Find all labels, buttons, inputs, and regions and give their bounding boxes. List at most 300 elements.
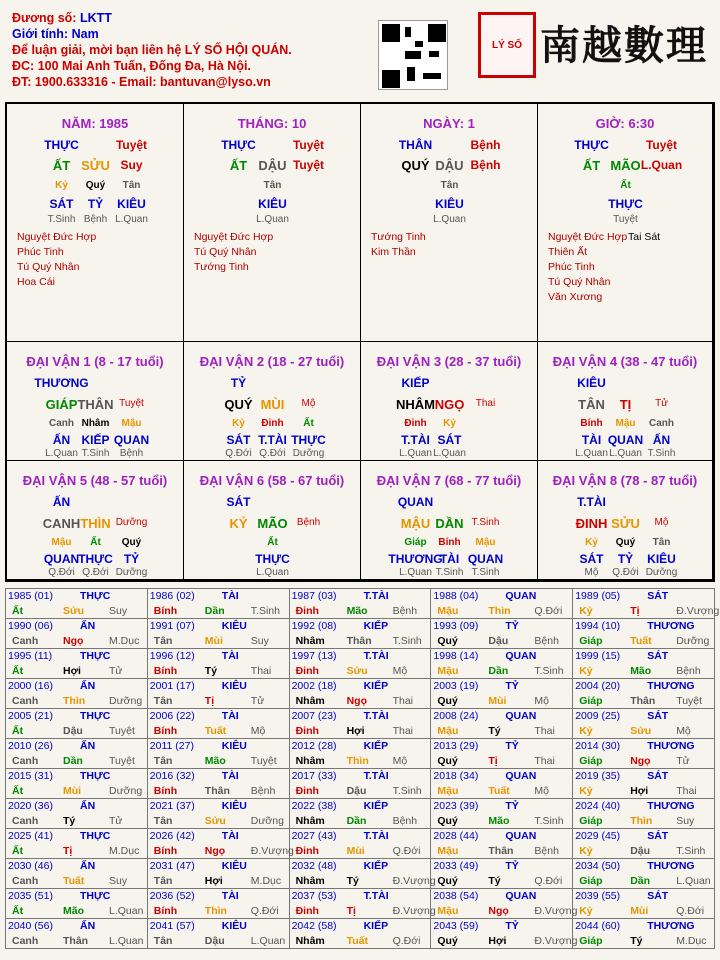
heaven-stem: Đinh: [295, 785, 319, 797]
year-label: 2034 (50): [575, 860, 621, 872]
heaven-stem: ẤT: [582, 158, 601, 173]
year-label: 2006 (22): [149, 710, 195, 722]
earth-branch: DẬU: [258, 158, 287, 173]
year-label: 2028 (44): [433, 830, 479, 842]
heaven-stem: Giáp: [579, 695, 603, 707]
seal-stamp: [478, 12, 536, 78]
ten-god-label: KIẾP: [363, 800, 389, 812]
ten-god-label: QUAN: [505, 650, 537, 662]
hidden-stem: Đinh: [404, 418, 427, 429]
year-label: 2044 (60): [575, 920, 621, 932]
year-cell: [573, 739, 715, 769]
heaven-stem: Giáp: [579, 635, 603, 647]
hidden-stem: THỰC: [291, 433, 326, 447]
heaven-stem: Kỷ: [579, 665, 593, 677]
hidden-stem: L.Quan: [256, 567, 289, 578]
hidden-stem: Dưỡng: [292, 448, 325, 459]
earth-branch: Hợi: [63, 665, 81, 677]
heaven-stem: Bính: [153, 905, 178, 917]
year-label: 2002 (18): [291, 680, 337, 692]
earth-branch: Mão: [63, 905, 84, 917]
earth-branch: Sửu: [630, 725, 652, 737]
luck-pillar-title: ĐẠI VẬN 4 (38 - 47 tuổi): [552, 354, 698, 369]
stage-label: Bệnh: [470, 158, 501, 172]
year-cell: [289, 889, 436, 919]
ten-god-label: QUAN: [505, 830, 537, 842]
ten-god-label: TỶ: [505, 800, 519, 812]
stage-label: Tuyệt: [109, 755, 135, 767]
stage-label: T.Sinh: [392, 635, 422, 647]
ten-god-label: QUAN: [505, 710, 537, 722]
year-cell: [573, 709, 715, 739]
earth-branch: Thân: [488, 845, 514, 857]
hidden-stem: THỰC: [255, 552, 290, 566]
hidden-stem: Quý: [85, 180, 106, 191]
stage-label: T.Sinh: [250, 605, 280, 617]
address: ĐC: 100 Mai Anh Tuấn, Đống Đa, Hà Nội.: [12, 59, 251, 73]
stage-label: Dưỡng: [676, 635, 710, 647]
ten-god-label: T.TÀI: [363, 770, 389, 782]
qr-code-icon: [378, 20, 448, 90]
stage-label: Suy: [109, 605, 128, 617]
hidden-stem: L.Quan: [45, 448, 78, 459]
year-label: 1991 (07): [149, 620, 195, 632]
luck-pillar-cell: [538, 342, 713, 461]
year-label: 2027 (43): [291, 830, 337, 842]
hidden-stem: TỶ: [87, 197, 104, 211]
earth-branch: Hợi: [488, 935, 507, 947]
hidden-stem: THỰC: [78, 552, 113, 566]
year-label: 1988 (04): [433, 590, 479, 602]
hidden-stem: Ất: [620, 180, 631, 191]
ten-god-label: TÀI: [221, 710, 239, 722]
stage-label: Tuyệt: [119, 398, 144, 409]
heaven-stem: Giáp: [579, 935, 603, 947]
hidden-stem: QUAN: [467, 552, 504, 566]
ten-god-label: T.TÀI: [363, 590, 389, 602]
heaven-stem: Canh: [12, 695, 39, 707]
stage-label: Tuyệt: [250, 755, 277, 767]
earth-branch: Thân: [346, 635, 372, 647]
stage-label: Mộ: [392, 665, 408, 677]
year-label: 2037 (53): [291, 890, 337, 902]
earth-branch: MÃO: [610, 158, 641, 173]
table-row: [6, 709, 715, 739]
hidden-stem: T.Sinh: [47, 214, 76, 225]
earth-branch: Mão: [204, 755, 226, 767]
ten-god-label: THƯƠNG: [647, 860, 695, 872]
hidden-stem: L.Quan: [609, 448, 642, 459]
hidden-stem: L.Quan: [433, 214, 466, 225]
hidden-stem: Tuyệt: [613, 214, 638, 225]
table-row: [6, 919, 715, 949]
ten-god-label: KIÊU: [577, 376, 606, 390]
year-label: 2000 (16): [8, 680, 53, 692]
stage-label: Mộ: [534, 785, 549, 797]
year-cell: [431, 889, 578, 919]
year-label: 2014 (30): [575, 740, 621, 752]
hidden-stem: QUAN: [113, 433, 150, 447]
earth-branch: Mùi: [63, 785, 82, 797]
chart-grid: [5, 102, 715, 582]
ten-god-label: Tuyệt: [292, 138, 325, 152]
stage-label: Q.Đới: [676, 905, 705, 917]
heaven-stem: Kỷ: [579, 905, 593, 917]
heaven-stem: Nhâm: [295, 635, 325, 647]
ten-god-label: THỰC: [221, 138, 256, 152]
stage-label: Đ.Vượng: [392, 905, 436, 917]
stage-label: Tử: [109, 665, 123, 677]
ten-god-label: THƯƠNG: [647, 620, 695, 632]
earth-branch: Dần: [346, 815, 367, 827]
year-cell: [6, 799, 148, 829]
stage-label: M.Dục: [250, 875, 282, 887]
hidden-stem: Mộ: [584, 567, 599, 578]
table-row: [6, 739, 715, 769]
year-cell: [147, 889, 289, 919]
year-cell: [289, 829, 431, 859]
stage-label: Suy: [250, 635, 269, 647]
heaven-stem: Kỷ: [579, 605, 593, 617]
stage-label: Bệnh: [676, 665, 701, 677]
heaven-stem: Quý: [437, 635, 458, 647]
hidden-stem: Bệnh: [119, 448, 144, 459]
year-cell: [431, 679, 573, 709]
table-row: [6, 649, 715, 679]
ten-god-label: ẤN: [80, 680, 96, 692]
earth-branch: Tuất: [346, 935, 368, 947]
stage-label: Thai: [392, 695, 414, 707]
heaven-stem: Tân: [153, 755, 173, 767]
year-label: 2026 (42): [149, 830, 195, 842]
year-cell: [431, 829, 573, 859]
earth-branch: Tị: [346, 905, 356, 917]
year-cell: [6, 889, 148, 919]
year-cell: [431, 739, 573, 769]
earth-branch: Thân: [63, 935, 89, 947]
stage-label: Suy: [109, 875, 128, 887]
earth-branch: Hợi: [204, 875, 223, 887]
year-cell: [289, 859, 436, 889]
stage-label: L.Quan: [676, 875, 711, 887]
heaven-stem: Quý: [437, 755, 458, 767]
heaven-stem: Bính: [153, 605, 178, 617]
ten-god-label: T.TÀI: [577, 495, 606, 509]
hidden-stem: Q.Đới: [259, 448, 286, 459]
heaven-stem: Tân: [153, 635, 173, 647]
ten-god-label: SÁT: [226, 495, 251, 509]
year-label: 2036 (52): [149, 890, 195, 902]
year-label: 1992 (08): [291, 620, 337, 632]
stage-label: M.Dục: [676, 935, 707, 947]
earth-branch: Ngọ: [204, 845, 226, 857]
star-item: Hoa Cái: [17, 276, 55, 288]
earth-branch: Mùi: [346, 845, 365, 857]
year-label: 1989 (05): [575, 590, 621, 602]
heaven-stem: Đinh: [295, 725, 319, 737]
heaven-stem: Bính: [153, 785, 178, 797]
year-cell: [6, 649, 148, 679]
hidden-stem: KIÊU: [117, 197, 146, 211]
heaven-stem: GIÁP: [45, 397, 78, 412]
hidden-stem: T.TÀI: [258, 433, 287, 447]
stage-label: T.Sinh: [676, 845, 706, 857]
logo: 南越數理: [540, 22, 708, 69]
ten-god-label: SÁT: [647, 770, 669, 782]
star-item: Tú Quý Nhân: [548, 276, 611, 288]
earth-branch: Tị: [630, 605, 640, 617]
year-cell: [289, 589, 431, 619]
earth-branch: MÙI: [260, 397, 285, 412]
year-label: 1990 (06): [8, 620, 53, 632]
stage-label: L.Quan: [109, 935, 144, 947]
earth-branch: Tị: [63, 845, 73, 857]
stage-label: Tử: [655, 398, 668, 409]
year-label: 2017 (33): [291, 770, 337, 782]
hidden-stem: L.Quan: [399, 448, 432, 459]
luck-pillar-title: ĐẠI VẬN 3 (28 - 37 tuổi): [376, 354, 522, 369]
stage-label: Mộ: [301, 398, 316, 409]
earth-branch: Ngọ: [630, 755, 651, 767]
ten-god-label: TÀI: [221, 650, 239, 662]
earth-branch: Tý: [204, 665, 218, 677]
stage-label: Bệnh: [250, 785, 276, 797]
stage-label: Suy: [120, 158, 143, 172]
earth-branch: Tuất: [63, 875, 85, 887]
earth-branch: Mùi: [204, 635, 223, 647]
ten-god-label: Tuyệt: [645, 138, 678, 152]
earth-branch: Ngọ: [346, 695, 368, 707]
earth-branch: Tuất: [630, 635, 652, 647]
year-cell: [147, 769, 289, 799]
hidden-stem: TỶ: [617, 552, 634, 566]
hidden-stem: T.Sinh: [471, 567, 500, 578]
hidden-stem: KIẾP: [81, 433, 110, 447]
heaven-stem: Tân: [153, 935, 173, 947]
table-row: [6, 799, 715, 829]
heaven-stem: Quý: [437, 815, 458, 827]
hidden-stem: L.Quan: [115, 214, 148, 225]
year-cell: [6, 829, 148, 859]
year-cell: [431, 859, 573, 889]
ten-god-label: KIẾP: [401, 376, 430, 390]
ten-god-label: THỰC: [44, 138, 79, 152]
year-label: 1986 (02): [149, 590, 195, 602]
year-label: 2003 (19): [433, 680, 479, 692]
earth-branch: Thìn: [346, 755, 369, 767]
pillar-cell: [7, 104, 184, 342]
heaven-stem: NHÂM: [396, 397, 435, 412]
year-cell: [573, 619, 715, 649]
earth-branch: MÃO: [257, 516, 288, 531]
star-item: Kim Thần: [371, 246, 416, 258]
stage-label: Tuyệt: [109, 725, 135, 737]
year-label: 2038 (54): [433, 890, 479, 902]
year-label: 1985 (01): [8, 590, 53, 602]
heaven-stem: Nhâm: [295, 935, 325, 947]
hidden-stem: Q.Đới: [612, 567, 639, 578]
ten-god-label: KIẾP: [363, 740, 389, 752]
heaven-stem: Canh: [12, 815, 39, 827]
year-label: 2029 (45): [575, 830, 621, 842]
year-label: 1997 (13): [291, 650, 337, 662]
hidden-stem: KIÊU: [647, 552, 676, 566]
ten-god-label: THỰC: [80, 830, 111, 842]
earth-branch: Dậu: [346, 785, 367, 797]
year-label: 2042 (58): [291, 920, 337, 932]
ten-god-label: KIÊU: [221, 740, 247, 752]
star-item: Nguyệt Đức Hợp: [194, 231, 274, 243]
stage-label: T.Sinh: [534, 665, 564, 677]
hidden-stem: L.Quan: [399, 567, 432, 578]
ten-god-label: KIẾP: [363, 860, 389, 872]
heaven-stem: Nhâm: [295, 815, 325, 827]
hidden-stem: TỶ: [123, 552, 140, 566]
hidden-stem: Bệnh: [83, 214, 108, 225]
ten-god-label: THƯƠNG: [647, 740, 695, 752]
year-cell: [431, 799, 573, 829]
ten-god-label: THỰC: [80, 650, 111, 662]
stage-label: Tuyệt: [676, 695, 703, 707]
stage-label: Dưỡng: [109, 785, 143, 797]
earth-branch: Dần: [630, 875, 651, 887]
heaven-stem: Nhâm: [295, 695, 325, 707]
stage-label: Đ.Vượng: [392, 875, 436, 887]
earth-branch: Thìn: [488, 605, 511, 617]
earth-branch: Tuất: [204, 725, 227, 737]
year-label: 2040 (56): [8, 920, 53, 932]
year-label: 2015 (31): [8, 770, 53, 782]
earth-branch: DẬU: [435, 158, 464, 173]
luck-pillar-cell: [7, 461, 184, 580]
ten-god-label: KIẾP: [363, 680, 389, 692]
pillar-title: GIỜ: 6:30: [595, 116, 655, 131]
year-cell: [573, 919, 715, 949]
year-label: 1993 (09): [433, 620, 479, 632]
ten-god-label: THƯƠNG: [647, 800, 695, 812]
year-cell: [147, 799, 289, 829]
stage-label: Thai: [676, 785, 697, 797]
year-label: 2031 (47): [149, 860, 195, 872]
year-cell: [573, 649, 715, 679]
year-label: 1995 (11): [8, 650, 53, 662]
star-item: Tú Quý Nhân: [194, 246, 257, 258]
heaven-stem: QUÝ: [224, 397, 253, 412]
year-cell: [6, 739, 148, 769]
year-label: 2013 (29): [433, 740, 479, 752]
stage-label: Đ.Vượng: [534, 935, 578, 947]
stage-label: Bệnh: [534, 845, 559, 857]
year-cell: [289, 769, 431, 799]
stage-label: Bệnh: [392, 605, 418, 617]
year-cell: [147, 859, 289, 889]
pillar-title: NGÀY: 1: [423, 116, 475, 131]
stage-label: L.Quan: [109, 905, 144, 917]
year-label: 1998 (14): [433, 650, 479, 662]
heaven-stem: Tân: [153, 695, 173, 707]
hidden-stem: L.Quan: [256, 214, 289, 225]
year-cell: [6, 709, 148, 739]
ten-god-label: T.TÀI: [363, 710, 389, 722]
ten-god-label: THƯƠNG: [34, 376, 89, 390]
ten-god-label: T.TÀI: [363, 890, 389, 902]
star-item: Nguyệt Đức Hợp: [17, 231, 97, 243]
heaven-stem: Mậu: [437, 845, 459, 857]
hidden-stem: Nhâm: [81, 418, 110, 429]
earth-branch: SỬU: [611, 516, 640, 531]
hidden-stem: Kỷ: [232, 418, 245, 429]
year-cell: [573, 889, 715, 919]
heaven-stem: ĐINH: [575, 516, 608, 531]
heaven-stem: Mậu: [437, 725, 459, 737]
earth-branch: Tý: [630, 935, 643, 947]
year-label: 2001 (17): [149, 680, 195, 692]
hidden-stem: Quý: [615, 537, 636, 548]
header: [12, 10, 292, 90]
year-label: 1996 (12): [149, 650, 195, 662]
star-item: Tướng Tinh: [371, 231, 426, 243]
heaven-stem: Canh: [12, 935, 39, 947]
heaven-stem: Ất: [12, 665, 24, 677]
heaven-stem: Canh: [12, 635, 39, 647]
year-cell: [431, 769, 573, 799]
hidden-stem: TÀI: [439, 552, 460, 566]
gender-label: Giới tính:: [12, 27, 69, 41]
year-label: 2009 (25): [575, 710, 621, 722]
star-item: Phúc Tinh: [17, 246, 64, 258]
hidden-stem: Tân: [263, 180, 282, 191]
hidden-stem: SÁT: [579, 552, 604, 566]
year-label: 2043 (59): [433, 920, 479, 932]
luck-pillar-cell: [361, 342, 538, 461]
stage-label: Q.Đới: [534, 875, 563, 887]
year-label: 2025 (41): [8, 830, 53, 842]
year-cell: [6, 859, 148, 889]
star-item: Tướng Tinh: [194, 261, 249, 273]
luck-pillar-cell: [184, 461, 361, 580]
earth-branch: Dần: [488, 665, 509, 677]
earth-branch: Mão: [346, 605, 368, 617]
ten-god-label: ẤN: [80, 620, 96, 632]
table-row: [6, 889, 715, 919]
stage-label: Dưỡng: [250, 815, 284, 827]
hidden-stem: Kỷ: [585, 537, 598, 548]
stage-label: Thai: [534, 755, 555, 767]
stage-label: Đ.Vượng: [250, 845, 294, 857]
hidden-stem: T.Sinh: [435, 567, 464, 578]
ten-god-label: SÁT: [647, 890, 669, 902]
ten-god-label: TỶ: [505, 920, 519, 932]
hidden-stem: Tân: [440, 180, 459, 191]
ten-god-label: TỶ: [505, 680, 519, 692]
stage-label: T.Sinh: [392, 785, 422, 797]
stage-label: Mộ: [392, 755, 408, 767]
year-label: 2033 (49): [433, 860, 479, 872]
heaven-stem: Kỷ: [579, 785, 593, 797]
heaven-stem: Giáp: [579, 875, 603, 887]
earth-branch: Mão: [488, 815, 510, 827]
earth-branch: Dậu: [630, 845, 651, 857]
ten-god-label: THỰC: [80, 590, 111, 602]
year-label: 2020 (36): [8, 800, 53, 812]
heaven-stem: QUÝ: [401, 158, 430, 173]
year-cell: [147, 589, 289, 619]
hidden-stem: Tân: [122, 180, 141, 191]
hidden-stem: QUAN: [607, 433, 644, 447]
stage-label: Dưỡng: [109, 695, 143, 707]
earth-branch: Tý: [488, 725, 501, 737]
year-cell: [573, 679, 715, 709]
